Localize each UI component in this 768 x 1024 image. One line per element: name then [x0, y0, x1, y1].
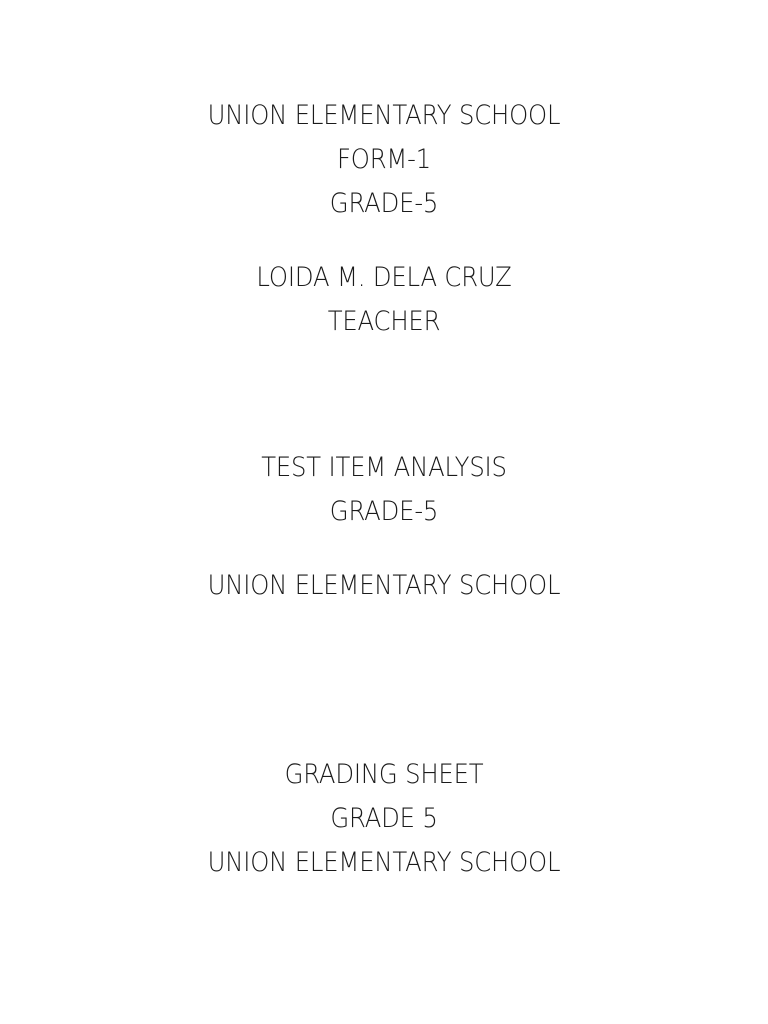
grading-label-block [0, 753, 768, 885]
analysis-title: TEST ITEM ANALYSIS [261, 452, 507, 483]
analysis-grade: GRADE-5 [329, 496, 439, 527]
teacher-name: LOIDA M. DELA CRUZ [256, 262, 512, 293]
school-name: UNION ELEMENTARY SCHOOL [207, 100, 561, 131]
grading-school-name: UNION ELEMENTARY SCHOOL [207, 847, 561, 878]
grade-label: GRADE-5 [329, 188, 439, 219]
grading-title: GRADING SHEET [284, 759, 484, 790]
analysis-label-block [0, 446, 768, 534]
cover-label-block [0, 94, 768, 226]
analysis-school-block [0, 564, 768, 608]
analysis-school-name: UNION ELEMENTARY SCHOOL [207, 570, 561, 601]
teacher-label-block [0, 256, 768, 344]
grading-grade: GRADE 5 [330, 803, 438, 834]
teacher-role: TEACHER [327, 306, 441, 337]
form-label: FORM-1 [336, 144, 432, 175]
